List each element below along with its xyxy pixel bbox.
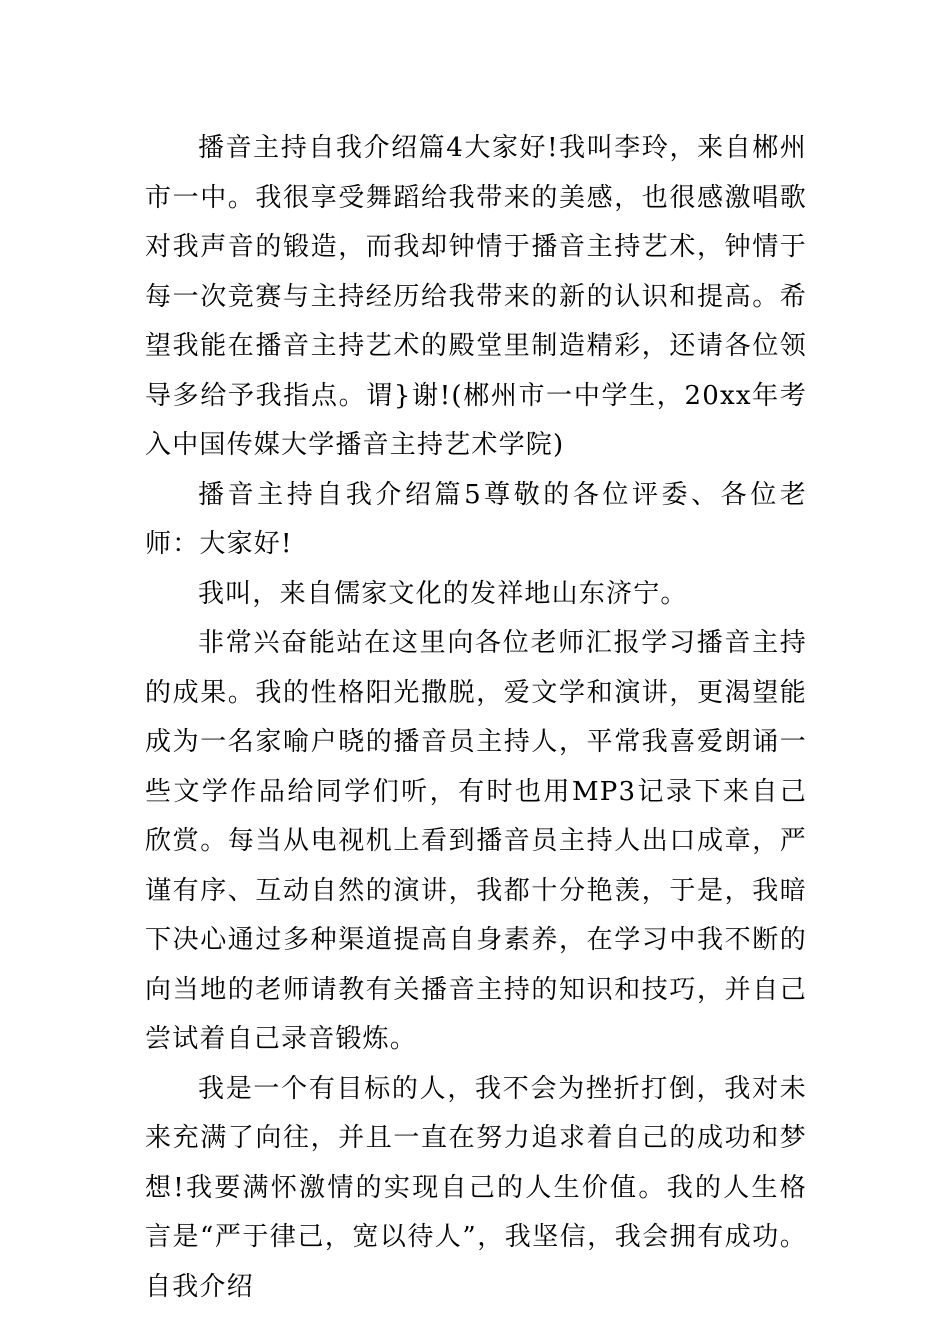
paragraph-2: 播音主持自我介绍篇5尊敬的各位评委、各位老师：大家好!	[145, 479, 807, 559]
paragraph-4: 非常兴奋能站在这里向各位老师汇报学习播音主持的成果。我的性格阳光撒脱，爱文学和演讲，更渴望能成为一名家喻户晓的播音员主持人，平常我喜爱朗诵一些文学作品给同学们听，有时也用MP3记录下来自己欣赏。每当从电视机上看到播音员主持人出口成章，严谨有序、互动自然的演讲，我都十分艳羡，于是，我暗下决心通过多种渠道提高自身素养，在学习中我不断的向当地的老师请教有关播音主持的知识和技巧，并自己尝试着自己录音锻炼。	[145, 628, 807, 1054]
paragraph-1: 播音主持自我介绍篇4大家好!我叫李玲，来自郴州市一中。我很享受舞蹈给我带来的美感，也很感激唱歌对我声音的锻造，而我却钟情于播音主持艺术，钟情于每一次竞赛与主持经历给我带来的新的认识和提高。希望我能在播音主持艺术的殿堂里制造精彩，还请各位领导多给予我指点。谓}谢!(郴州市一中学生，20xx年考入中国传媒大学播音主持艺术学院)	[145, 133, 807, 460]
document-body	[145, 124, 807, 1312]
paragraph-3: 我叫，来自儒家文化的发祥地山东济宁。	[198, 578, 688, 609]
paragraph-5: 我是一个有目标的人，我不会为挫折打倒，我对未来充满了向往，并且一直在努力追求着自己的成功和梦想!我要满怀激情的实现自己的人生价值。我的人生格言是“严于律己，宽以待人”，我坚信，我会拥有成功。自我介绍	[145, 1073, 807, 1302]
